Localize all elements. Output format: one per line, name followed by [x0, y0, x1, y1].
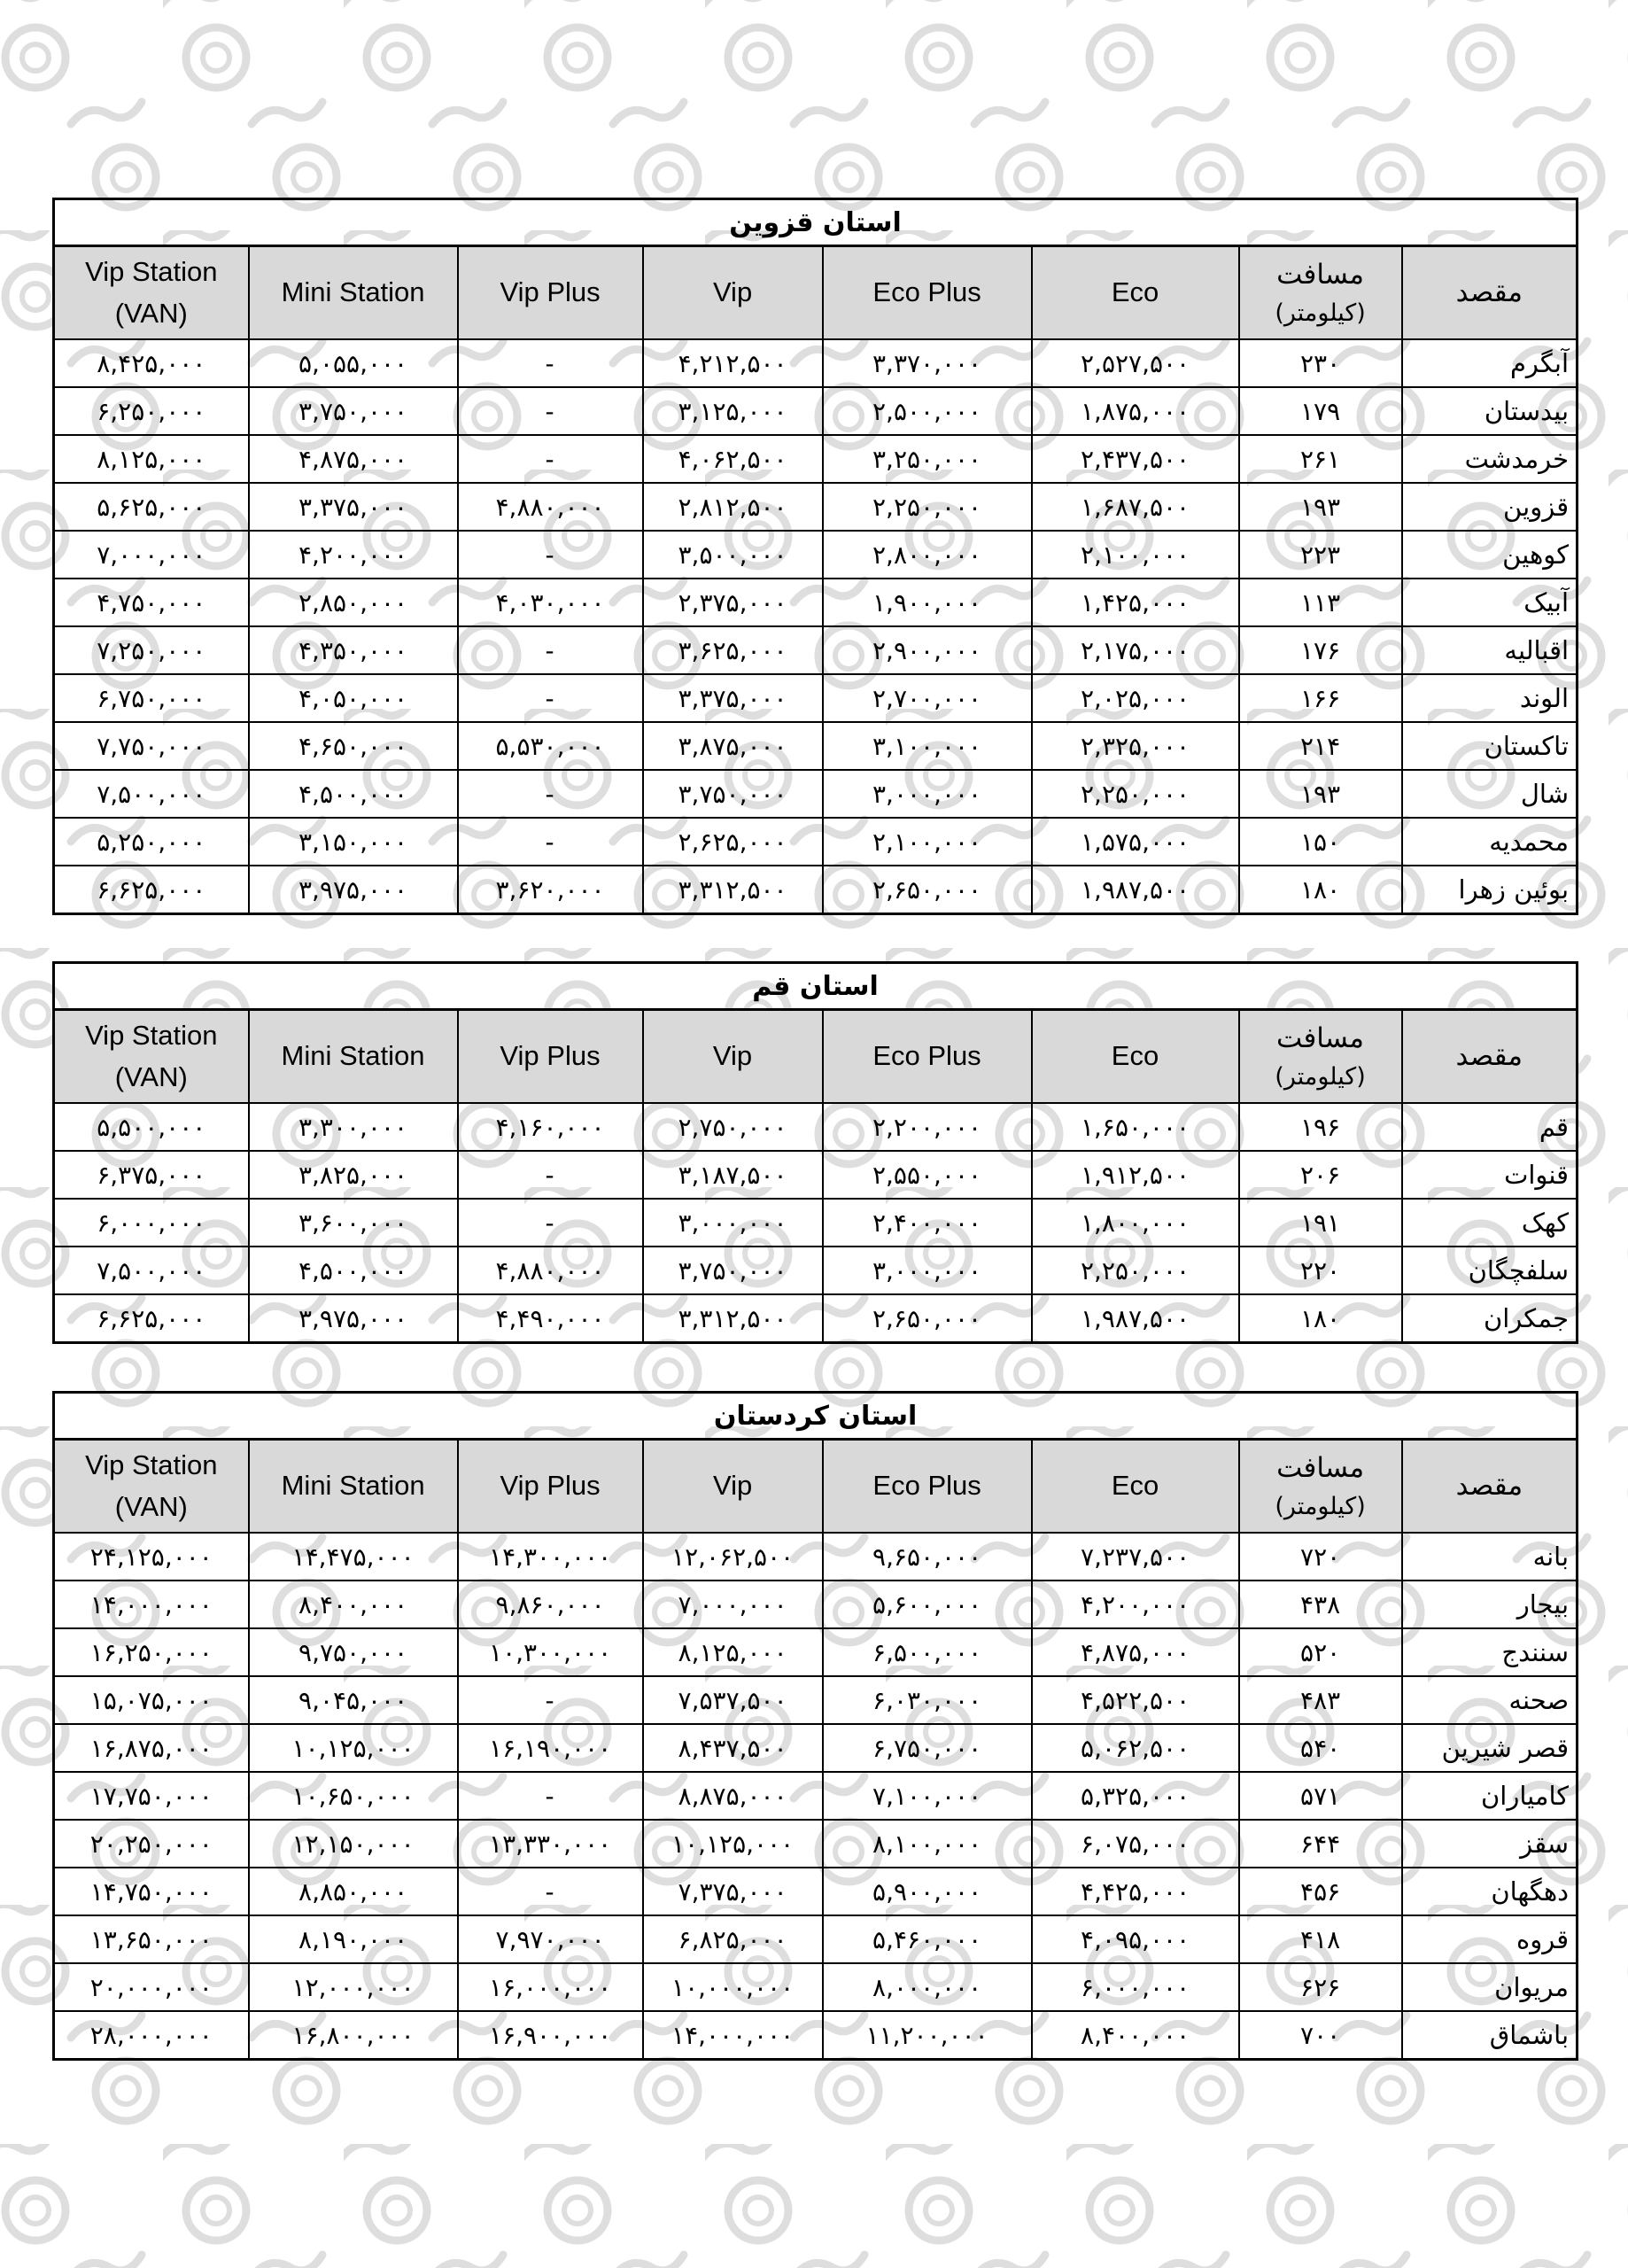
cell-vip-plus: ۱۶,۰۰۰,۰۰۰	[458, 1963, 643, 2011]
header-mini-station: Mini Station	[249, 246, 458, 340]
cell-vip-plus: ۴,۰۳۰,۰۰۰	[458, 579, 643, 626]
cell-destination: الوند	[1402, 674, 1578, 722]
cell-eco-plus: ۱۱,۲۰۰,۰۰۰	[823, 2011, 1032, 2060]
cell-eco: ۱,۸۷۵,۰۰۰	[1032, 387, 1239, 435]
cell-eco-plus: ۵,۶۰۰,۰۰۰	[823, 1581, 1032, 1628]
cell-vip-plus: -	[458, 1676, 643, 1724]
cell-mini-station: ۳,۷۵۰,۰۰۰	[249, 387, 458, 435]
cell-distance: ۱۹۳	[1239, 770, 1402, 818]
cell-eco: ۱,۶۸۷,۵۰۰	[1032, 483, 1239, 531]
cell-vip: ۸,۸۷۵,۰۰۰	[643, 1772, 823, 1820]
cell-eco-plus: ۲,۷۰۰,۰۰۰	[823, 674, 1032, 722]
cell-eco-plus: ۱,۹۰۰,۰۰۰	[823, 579, 1032, 626]
cell-eco: ۱,۶۵۰,۰۰۰	[1032, 1103, 1239, 1151]
cell-eco: ۱,۹۱۲,۵۰۰	[1032, 1151, 1239, 1199]
cell-destination: جمکران	[1402, 1294, 1578, 1343]
table-row	[54, 1103, 1578, 1151]
cell-destination: قنوات	[1402, 1151, 1578, 1199]
cell-vip: ۳,۳۱۲,۵۰۰	[643, 1294, 823, 1343]
cell-destination: کوهین	[1402, 531, 1578, 579]
cell-eco-plus: ۲,۲۰۰,۰۰۰	[823, 1103, 1032, 1151]
cell-vip-plus: -	[458, 1151, 643, 1199]
cell-eco-plus: ۶,۰۳۰,۰۰۰	[823, 1676, 1032, 1724]
kurdistan-fare-table	[52, 1391, 1578, 2061]
cell-distance: ۵۷۱	[1239, 1772, 1402, 1820]
cell-destination: کامیاران	[1402, 1772, 1578, 1820]
cell-eco-plus: ۵,۴۶۰,۰۰۰	[823, 1915, 1032, 1963]
cell-mini-station: ۴,۳۵۰,۰۰۰	[249, 626, 458, 674]
cell-vip-station: ۱۶,۲۵۰,۰۰۰	[54, 1628, 249, 1676]
cell-vip-station: ۴,۷۵۰,۰۰۰	[54, 579, 249, 626]
cell-vip-plus: -	[458, 339, 643, 387]
cell-vip-station: ۶,۷۵۰,۰۰۰	[54, 674, 249, 722]
table-row	[54, 626, 1578, 674]
cell-eco-plus: ۲,۸۰۰,۰۰۰	[823, 531, 1032, 579]
header-mini-station: Mini Station	[249, 1010, 458, 1104]
cell-vip-plus: ۷,۹۷۰,۰۰۰	[458, 1915, 643, 1963]
cell-distance: ۴۸۳	[1239, 1676, 1402, 1724]
cell-eco-plus: ۸,۰۰۰,۰۰۰	[823, 1963, 1032, 2011]
cell-vip: ۳,۷۵۰,۰۰۰	[643, 770, 823, 818]
table-row	[54, 339, 1578, 387]
cell-vip-plus: -	[458, 626, 643, 674]
cell-vip: ۷,۰۰۰,۰۰۰	[643, 1581, 823, 1628]
header-vip-station: Vip Station (VAN)	[54, 1010, 249, 1104]
table-row	[54, 674, 1578, 722]
cell-vip-station: ۶,۲۵۰,۰۰۰	[54, 387, 249, 435]
table-row	[54, 1772, 1578, 1820]
cell-vip: ۳,۳۷۵,۰۰۰	[643, 674, 823, 722]
cell-vip: ۱۰,۱۲۵,۰۰۰	[643, 1820, 823, 1868]
cell-vip-station: ۷,۲۵۰,۰۰۰	[54, 626, 249, 674]
cell-eco-plus: ۲,۶۵۰,۰۰۰	[823, 1294, 1032, 1343]
table-row	[54, 818, 1578, 866]
cell-distance: ۱۵۰	[1239, 818, 1402, 866]
cell-eco: ۷,۲۳۷,۵۰۰	[1032, 1533, 1239, 1581]
cell-destination: بیجار	[1402, 1581, 1578, 1628]
cell-distance: ۴۱۸	[1239, 1915, 1402, 1963]
cell-vip-plus: ۱۶,۹۰۰,۰۰۰	[458, 2011, 643, 2060]
cell-mini-station: ۴,۰۵۰,۰۰۰	[249, 674, 458, 722]
column-header-row	[54, 246, 1578, 340]
cell-vip-plus: ۴,۱۶۰,۰۰۰	[458, 1103, 643, 1151]
header-eco: Eco	[1032, 1010, 1239, 1104]
header-destination: مقصد	[1402, 1010, 1578, 1104]
cell-destination: کهک	[1402, 1199, 1578, 1247]
cell-eco: ۲,۲۵۰,۰۰۰	[1032, 1247, 1239, 1294]
cell-vip-plus: -	[458, 1772, 643, 1820]
cell-mini-station: ۲,۸۵۰,۰۰۰	[249, 579, 458, 626]
cell-destination: آبگرم	[1402, 339, 1578, 387]
header-vip-plus: Vip Plus	[458, 1010, 643, 1104]
cell-vip: ۲,۳۷۵,۰۰۰	[643, 579, 823, 626]
cell-eco: ۵,۳۲۵,۰۰۰	[1032, 1772, 1239, 1820]
cell-vip-station: ۲۰,۰۰۰,۰۰۰	[54, 1963, 249, 2011]
cell-distance: ۲۲۰	[1239, 1247, 1402, 1294]
table-row	[54, 770, 1578, 818]
cell-mini-station: ۴,۲۰۰,۰۰۰	[249, 531, 458, 579]
cell-destination: تاکستان	[1402, 722, 1578, 770]
cell-vip: ۳,۷۵۰,۰۰۰	[643, 1247, 823, 1294]
table-row	[54, 1247, 1578, 1294]
cell-destination: خرمدشت	[1402, 435, 1578, 483]
cell-distance: ۷۰۰	[1239, 2011, 1402, 2060]
cell-eco: ۲,۴۳۷,۵۰۰	[1032, 435, 1239, 483]
cell-vip-station: ۷,۰۰۰,۰۰۰	[54, 531, 249, 579]
cell-mini-station: ۳,۱۵۰,۰۰۰	[249, 818, 458, 866]
cell-vip: ۲,۸۱۲,۵۰۰	[643, 483, 823, 531]
header-eco: Eco	[1032, 1440, 1239, 1534]
section-title: استان قزوین	[54, 199, 1578, 246]
table-row	[54, 1724, 1578, 1772]
cell-destination: بیدستان	[1402, 387, 1578, 435]
cell-eco: ۴,۸۷۵,۰۰۰	[1032, 1628, 1239, 1676]
cell-mini-station: ۳,۳۰۰,۰۰۰	[249, 1103, 458, 1151]
cell-eco-plus: ۶,۷۵۰,۰۰۰	[823, 1724, 1032, 1772]
cell-destination: بوئین زهرا	[1402, 866, 1578, 914]
cell-eco-plus: ۲,۴۰۰,۰۰۰	[823, 1199, 1032, 1247]
cell-destination: قم	[1402, 1103, 1578, 1151]
cell-eco-plus: ۷,۱۰۰,۰۰۰	[823, 1772, 1032, 1820]
cell-eco: ۵,۰۶۲,۵۰۰	[1032, 1724, 1239, 1772]
cell-distance: ۲۱۴	[1239, 722, 1402, 770]
cell-vip: ۴,۰۶۲,۵۰۰	[643, 435, 823, 483]
cell-vip-plus: ۱۰,۳۰۰,۰۰۰	[458, 1628, 643, 1676]
cell-distance: ۴۳۸	[1239, 1581, 1402, 1628]
cell-distance: ۱۷۶	[1239, 626, 1402, 674]
cell-mini-station: ۱۶,۸۰۰,۰۰۰	[249, 2011, 458, 2060]
cell-destination: اقبالیه	[1402, 626, 1578, 674]
cell-distance: ۱۸۰	[1239, 1294, 1402, 1343]
section-title: استان قم	[54, 963, 1578, 1010]
cell-eco-plus: ۹,۶۵۰,۰۰۰	[823, 1533, 1032, 1581]
cell-vip-station: ۲۸,۰۰۰,۰۰۰	[54, 2011, 249, 2060]
cell-vip-station: ۵,۵۰۰,۰۰۰	[54, 1103, 249, 1151]
cell-vip-station: ۱۴,۷۵۰,۰۰۰	[54, 1868, 249, 1915]
cell-eco: ۲,۰۲۵,۰۰۰	[1032, 674, 1239, 722]
cell-eco-plus: ۳,۱۰۰,۰۰۰	[823, 722, 1032, 770]
cell-eco-plus: ۶,۵۰۰,۰۰۰	[823, 1628, 1032, 1676]
cell-eco: ۴,۰۹۵,۰۰۰	[1032, 1915, 1239, 1963]
cell-vip: ۳,۱۸۷,۵۰۰	[643, 1151, 823, 1199]
cell-vip: ۳,۳۱۲,۵۰۰	[643, 866, 823, 914]
header-eco: Eco	[1032, 246, 1239, 340]
cell-destination: بانه	[1402, 1533, 1578, 1581]
table-row	[54, 1676, 1578, 1724]
cell-distance: ۱۶۶	[1239, 674, 1402, 722]
cell-eco: ۱,۵۷۵,۰۰۰	[1032, 818, 1239, 866]
cell-eco-plus: ۸,۱۰۰,۰۰۰	[823, 1820, 1032, 1868]
cell-eco: ۲,۵۲۷,۵۰۰	[1032, 339, 1239, 387]
cell-vip-station: ۷,۵۰۰,۰۰۰	[54, 1247, 249, 1294]
cell-vip-plus: ۳,۶۲۰,۰۰۰	[458, 866, 643, 914]
table-row	[54, 1199, 1578, 1247]
qom-fare-table	[52, 961, 1578, 1344]
header-mini-station: Mini Station	[249, 1440, 458, 1534]
cell-vip-station: ۲۴,۱۲۵,۰۰۰	[54, 1533, 249, 1581]
cell-vip-plus: -	[458, 1868, 643, 1915]
cell-vip-station: ۲۰,۲۵۰,۰۰۰	[54, 1820, 249, 1868]
cell-mini-station: ۴,۵۰۰,۰۰۰	[249, 1247, 458, 1294]
cell-eco: ۴,۲۰۰,۰۰۰	[1032, 1581, 1239, 1628]
cell-eco: ۲,۱۰۰,۰۰۰	[1032, 531, 1239, 579]
header-vip: Vip	[643, 246, 823, 340]
cell-vip-station: ۵,۲۵۰,۰۰۰	[54, 818, 249, 866]
cell-destination: قزوین	[1402, 483, 1578, 531]
cell-vip-plus: ۴,۴۹۰,۰۰۰	[458, 1294, 643, 1343]
cell-distance: ۶۲۶	[1239, 1963, 1402, 2011]
cell-distance: ۱۹۱	[1239, 1199, 1402, 1247]
cell-eco: ۱,۴۲۵,۰۰۰	[1032, 579, 1239, 626]
cell-vip-station: ۷,۷۵۰,۰۰۰	[54, 722, 249, 770]
cell-vip-station: ۱۷,۷۵۰,۰۰۰	[54, 1772, 249, 1820]
cell-vip: ۱۲,۰۶۲,۵۰۰	[643, 1533, 823, 1581]
header-destination: مقصد	[1402, 1440, 1578, 1534]
cell-vip-plus: -	[458, 818, 643, 866]
cell-vip: ۸,۴۳۷,۵۰۰	[643, 1724, 823, 1772]
cell-eco-plus: ۵,۹۰۰,۰۰۰	[823, 1868, 1032, 1915]
cell-mini-station: ۳,۹۷۵,۰۰۰	[249, 1294, 458, 1343]
table-row	[54, 435, 1578, 483]
cell-vip-station: ۶,۰۰۰,۰۰۰	[54, 1199, 249, 1247]
cell-destination: دهگهان	[1402, 1868, 1578, 1915]
cell-vip-plus: ۵,۵۳۰,۰۰۰	[458, 722, 643, 770]
cell-vip-station: ۸,۴۲۵,۰۰۰	[54, 339, 249, 387]
table-row	[54, 1963, 1578, 2011]
cell-destination: قصر شیرین	[1402, 1724, 1578, 1772]
cell-vip-station: ۷,۵۰۰,۰۰۰	[54, 770, 249, 818]
header-distance: مسافت (کیلومتر)	[1239, 1010, 1402, 1104]
cell-vip: ۱۴,۰۰۰,۰۰۰	[643, 2011, 823, 2060]
cell-vip-station: ۱۵,۰۷۵,۰۰۰	[54, 1676, 249, 1724]
cell-vip-plus: -	[458, 674, 643, 722]
cell-eco-plus: ۳,۰۰۰,۰۰۰	[823, 770, 1032, 818]
cell-mini-station: ۳,۹۷۵,۰۰۰	[249, 866, 458, 914]
cell-vip: ۳,۵۰۰,۰۰۰	[643, 531, 823, 579]
cell-mini-station: ۵,۰۵۵,۰۰۰	[249, 339, 458, 387]
cell-destination: مریوان	[1402, 1963, 1578, 2011]
cell-eco-plus: ۳,۳۷۰,۰۰۰	[823, 339, 1032, 387]
table-row	[54, 1628, 1578, 1676]
cell-vip-plus: -	[458, 1199, 643, 1247]
header-vip: Vip	[643, 1010, 823, 1104]
cell-vip: ۷,۵۳۷,۵۰۰	[643, 1676, 823, 1724]
table-row	[54, 1533, 1578, 1581]
cell-eco: ۲,۳۲۵,۰۰۰	[1032, 722, 1239, 770]
cell-destination: سنندج	[1402, 1628, 1578, 1676]
cell-mini-station: ۱۲,۱۵۰,۰۰۰	[249, 1820, 458, 1868]
cell-eco-plus: ۳,۲۵۰,۰۰۰	[823, 435, 1032, 483]
cell-vip-station: ۶,۳۷۵,۰۰۰	[54, 1151, 249, 1199]
cell-vip: ۳,۸۷۵,۰۰۰	[643, 722, 823, 770]
cell-eco: ۴,۴۲۵,۰۰۰	[1032, 1868, 1239, 1915]
cell-vip: ۷,۳۷۵,۰۰۰	[643, 1868, 823, 1915]
cell-mini-station: ۹,۷۵۰,۰۰۰	[249, 1628, 458, 1676]
cell-eco-plus: ۳,۰۰۰,۰۰۰	[823, 1247, 1032, 1294]
column-header-row	[54, 1010, 1578, 1104]
cell-vip-plus: ۱۶,۱۹۰,۰۰۰	[458, 1724, 643, 1772]
cell-eco-plus: ۲,۲۵۰,۰۰۰	[823, 483, 1032, 531]
cell-vip: ۳,۱۲۵,۰۰۰	[643, 387, 823, 435]
table-row	[54, 866, 1578, 914]
cell-mini-station: ۴,۵۰۰,۰۰۰	[249, 770, 458, 818]
cell-vip: ۱۰,۰۰۰,۰۰۰	[643, 1963, 823, 2011]
cell-vip-plus: -	[458, 531, 643, 579]
cell-vip-station: ۶,۶۲۵,۰۰۰	[54, 1294, 249, 1343]
cell-vip-plus: ۴,۸۸۰,۰۰۰	[458, 483, 643, 531]
cell-vip-plus: ۹,۸۶۰,۰۰۰	[458, 1581, 643, 1628]
cell-distance: ۱۸۰	[1239, 866, 1402, 914]
cell-mini-station: ۸,۴۰۰,۰۰۰	[249, 1581, 458, 1628]
header-eco-plus: Eco Plus	[823, 246, 1032, 340]
cell-mini-station: ۴,۸۷۵,۰۰۰	[249, 435, 458, 483]
table-row	[54, 2011, 1578, 2060]
cell-vip: ۳,۶۲۵,۰۰۰	[643, 626, 823, 674]
cell-vip-station: ۶,۶۲۵,۰۰۰	[54, 866, 249, 914]
cell-mini-station: ۸,۱۹۰,۰۰۰	[249, 1915, 458, 1963]
cell-vip-plus: -	[458, 770, 643, 818]
table-row	[54, 1294, 1578, 1343]
cell-eco-plus: ۲,۵۵۰,۰۰۰	[823, 1151, 1032, 1199]
header-eco-plus: Eco Plus	[823, 1440, 1032, 1534]
cell-mini-station: ۹,۰۴۵,۰۰۰	[249, 1676, 458, 1724]
cell-eco: ۲,۲۵۰,۰۰۰	[1032, 770, 1239, 818]
header-vip-station: Vip Station (VAN)	[54, 1440, 249, 1534]
cell-vip: ۸,۱۲۵,۰۰۰	[643, 1628, 823, 1676]
header-destination: مقصد	[1402, 246, 1578, 340]
cell-vip-station: ۱۳,۶۵۰,۰۰۰	[54, 1915, 249, 1963]
cell-distance: ۲۳۰	[1239, 339, 1402, 387]
header-vip-plus: Vip Plus	[458, 1440, 643, 1534]
cell-vip-station: ۱۶,۸۷۵,۰۰۰	[54, 1724, 249, 1772]
cell-eco-plus: ۲,۶۵۰,۰۰۰	[823, 866, 1032, 914]
table-row	[54, 387, 1578, 435]
cell-destination: آبیک	[1402, 579, 1578, 626]
cell-vip-plus: -	[458, 387, 643, 435]
table-row	[54, 1581, 1578, 1628]
cell-mini-station: ۴,۶۵۰,۰۰۰	[249, 722, 458, 770]
table-row	[54, 1151, 1578, 1199]
table-row	[54, 579, 1578, 626]
header-vip: Vip	[643, 1440, 823, 1534]
cell-eco: ۸,۴۰۰,۰۰۰	[1032, 2011, 1239, 2060]
section-title: استان کردستان	[54, 1393, 1578, 1440]
cell-destination: محمدیه	[1402, 818, 1578, 866]
header-distance: مسافت (کیلومتر)	[1239, 1440, 1402, 1534]
cell-vip-station: ۵,۶۲۵,۰۰۰	[54, 483, 249, 531]
cell-destination: قروه	[1402, 1915, 1578, 1963]
qazvin-fare-table	[52, 198, 1578, 915]
cell-vip: ۶,۸۲۵,۰۰۰	[643, 1915, 823, 1963]
cell-destination: صحنه	[1402, 1676, 1578, 1724]
cell-destination: سلفچگان	[1402, 1247, 1578, 1294]
cell-distance: ۱۹۳	[1239, 483, 1402, 531]
cell-eco: ۱,۹۸۷,۵۰۰	[1032, 866, 1239, 914]
header-distance: مسافت (کیلومتر)	[1239, 246, 1402, 340]
cell-eco-plus: ۲,۱۰۰,۰۰۰	[823, 818, 1032, 866]
cell-eco-plus: ۲,۹۰۰,۰۰۰	[823, 626, 1032, 674]
cell-vip-plus: -	[458, 435, 643, 483]
cell-eco-plus: ۲,۵۰۰,۰۰۰	[823, 387, 1032, 435]
cell-mini-station: ۱۲,۰۰۰,۰۰۰	[249, 1963, 458, 2011]
cell-distance: ۱۱۳	[1239, 579, 1402, 626]
cell-vip-plus: ۴,۸۸۰,۰۰۰	[458, 1247, 643, 1294]
cell-eco: ۲,۱۷۵,۰۰۰	[1032, 626, 1239, 674]
cell-vip: ۲,۶۲۵,۰۰۰	[643, 818, 823, 866]
cell-vip: ۲,۷۵۰,۰۰۰	[643, 1103, 823, 1151]
table-row	[54, 722, 1578, 770]
cell-distance: ۲۲۳	[1239, 531, 1402, 579]
cell-distance: ۴۵۶	[1239, 1868, 1402, 1915]
cell-mini-station: ۳,۸۲۵,۰۰۰	[249, 1151, 458, 1199]
cell-vip-plus: ۱۴,۳۰۰,۰۰۰	[458, 1533, 643, 1581]
table-row	[54, 483, 1578, 531]
cell-destination: سقز	[1402, 1820, 1578, 1868]
table-row	[54, 1868, 1578, 1915]
cell-eco: ۴,۵۲۲,۵۰۰	[1032, 1676, 1239, 1724]
cell-eco: ۱,۹۸۷,۵۰۰	[1032, 1294, 1239, 1343]
table-row	[54, 531, 1578, 579]
cell-distance: ۷۲۰	[1239, 1533, 1402, 1581]
cell-distance: ۱۷۹	[1239, 387, 1402, 435]
cell-mini-station: ۳,۳۷۵,۰۰۰	[249, 483, 458, 531]
cell-vip: ۴,۲۱۲,۵۰۰	[643, 339, 823, 387]
cell-mini-station: ۸,۸۵۰,۰۰۰	[249, 1868, 458, 1915]
cell-eco: ۱,۸۰۰,۰۰۰	[1032, 1199, 1239, 1247]
header-vip-station: Vip Station (VAN)	[54, 246, 249, 340]
cell-vip-station: ۸,۱۲۵,۰۰۰	[54, 435, 249, 483]
cell-eco: ۶,۰۷۵,۰۰۰	[1032, 1820, 1239, 1868]
cell-distance: ۱۹۶	[1239, 1103, 1402, 1151]
column-header-row	[54, 1440, 1578, 1534]
cell-mini-station: ۳,۶۰۰,۰۰۰	[249, 1199, 458, 1247]
header-eco-plus: Eco Plus	[823, 1010, 1032, 1104]
cell-distance: ۵۴۰	[1239, 1724, 1402, 1772]
cell-eco: ۶,۰۰۰,۰۰۰	[1032, 1963, 1239, 2011]
header-vip-plus: Vip Plus	[458, 246, 643, 340]
cell-vip-station: ۱۴,۰۰۰,۰۰۰	[54, 1581, 249, 1628]
cell-destination: باشماق	[1402, 2011, 1578, 2060]
cell-distance: ۵۲۰	[1239, 1628, 1402, 1676]
cell-vip-plus: ۱۳,۳۳۰,۰۰۰	[458, 1820, 643, 1868]
table-row	[54, 1820, 1578, 1868]
cell-mini-station: ۱۰,۶۵۰,۰۰۰	[249, 1772, 458, 1820]
cell-destination: شال	[1402, 770, 1578, 818]
cell-distance: ۶۴۴	[1239, 1820, 1402, 1868]
cell-vip: ۳,۰۰۰,۰۰۰	[643, 1199, 823, 1247]
cell-mini-station: ۱۰,۱۲۵,۰۰۰	[249, 1724, 458, 1772]
cell-distance: ۲۶۱	[1239, 435, 1402, 483]
cell-distance: ۲۰۶	[1239, 1151, 1402, 1199]
table-row	[54, 1915, 1578, 1963]
cell-mini-station: ۱۴,۴۷۵,۰۰۰	[249, 1533, 458, 1581]
